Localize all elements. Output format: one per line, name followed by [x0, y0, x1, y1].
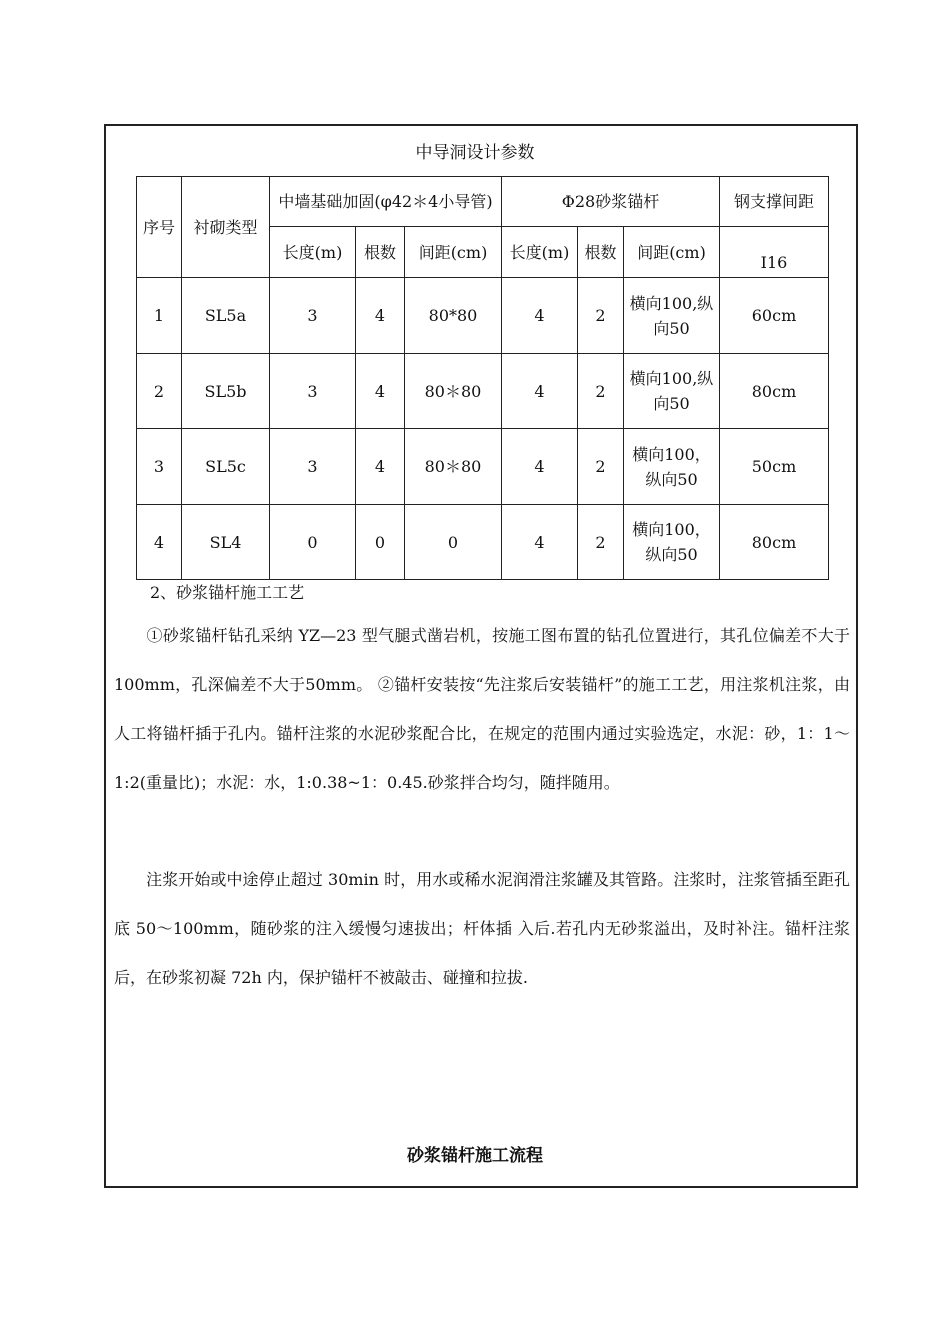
cell-lining-type: SL5c: [182, 429, 270, 505]
table-row: [137, 505, 829, 580]
cell-lining-type: SL5b: [182, 354, 270, 429]
table-row: [137, 429, 829, 505]
cell-anchor-length: 4: [502, 429, 578, 505]
cell-anchor-count: 2: [578, 429, 624, 505]
cell-wall-spacing: 0: [405, 505, 502, 580]
cell-seq: 2: [137, 354, 182, 429]
cell-anchor-length: 4: [502, 505, 578, 580]
cell-anchor-spacing: 横向100，纵向50: [624, 429, 720, 505]
cell-anchor-count: 2: [578, 278, 624, 354]
cell-anchor-count: 2: [578, 505, 624, 580]
cell-steel-spacing: 80cm: [720, 505, 829, 580]
paragraph-anchor-process: ①砂浆锚杆钻孔采纳 YZ—23 型气腿式凿岩机，按施工图布置的钻孔位置进行，其孔位偏差不大于100mm，孔深偏差不大于50mm。 ②锚杆安装按“先注浆后安装锚杆”的施工工艺，用注浆机注浆，由人工将锚杆插于孔内。锚杆注浆的水泥砂浆配合比，在规定的范围内通过实验选定，水泥：砂，1：1～1:2(重量比)；水泥：水，1:0.38~1：0.45.砂浆拌合均匀，随拌随用。: [114, 626, 850, 792]
cell-seq: 1: [137, 278, 182, 354]
table-title: 中导洞设计参数: [415, 143, 535, 163]
cell-anchor-length: 4: [502, 278, 578, 354]
cell-anchor-spacing: 横向100,纵向50: [624, 278, 720, 354]
cell-wall-length: 3: [270, 354, 356, 429]
header-wall-count: 根数: [356, 227, 405, 278]
header-anchor-count: 根数: [578, 227, 624, 278]
cell-wall-count: 4: [356, 354, 405, 429]
header-steel-support: 钢支撑间距: [720, 177, 829, 227]
cell-wall-length: 0: [270, 505, 356, 580]
paragraph-grouting: 注浆开始或中途停止超过 30min 时，用水或稀水泥润滑注浆罐及其管路。注浆时，注浆管插至距孔底 50～100mm，随砂浆的注入缓慢匀速拔出；杆体插 入后.若孔内无砂浆溢出，及时补注。锚杆注浆后，在砂浆初凝 72h 内，保护锚杆不被敲击、碰撞和拉拔.: [114, 870, 850, 987]
cell-wall-length: 3: [270, 278, 356, 354]
header-wall-length: 长度(m): [270, 227, 356, 278]
cell-anchor-spacing: 横向100,纵向50: [624, 354, 720, 429]
cell-steel-spacing: 50cm: [720, 429, 829, 505]
header-steel-type: I16: [720, 227, 829, 278]
flow-title: 砂浆锚杆施工流程: [407, 1146, 543, 1166]
cell-anchor-length: 4: [502, 354, 578, 429]
cell-steel-spacing: 60cm: [720, 278, 829, 354]
cell-wall-spacing: 80＊80: [405, 429, 502, 505]
table-row: [137, 354, 829, 429]
cell-wall-spacing: 80＊80: [405, 354, 502, 429]
cell-wall-count: 4: [356, 278, 405, 354]
cell-steel-spacing: 80cm: [720, 354, 829, 429]
header-wall-spacing: 间距(cm): [405, 227, 502, 278]
cell-lining-type: SL4: [182, 505, 270, 580]
table-row: [137, 278, 829, 354]
header-seq: 序号: [137, 177, 182, 278]
header-anchor-length: 长度(m): [502, 227, 578, 278]
cell-wall-count: 4: [356, 429, 405, 505]
cell-anchor-spacing: 横向100，纵向50: [624, 505, 720, 580]
header-mortar-anchor: Φ28砂浆锚杆: [502, 177, 720, 227]
cell-wall-count: 0: [356, 505, 405, 580]
header-wall-reinforcement: 中墙基础加固(φ42＊4小导管): [270, 177, 502, 227]
cell-lining-type: SL5a: [182, 278, 270, 354]
cell-seq: 4: [137, 505, 182, 580]
section-heading: 2、砂浆锚杆施工工艺: [150, 583, 305, 602]
header-lining-type: 衬砌类型: [182, 177, 270, 278]
cell-wall-spacing: 80*80: [405, 278, 502, 354]
header-anchor-spacing: 间距(cm): [624, 227, 720, 278]
cell-wall-length: 3: [270, 429, 356, 505]
cell-seq: 3: [137, 429, 182, 505]
cell-anchor-count: 2: [578, 354, 624, 429]
design-parameters-table: [136, 176, 829, 580]
